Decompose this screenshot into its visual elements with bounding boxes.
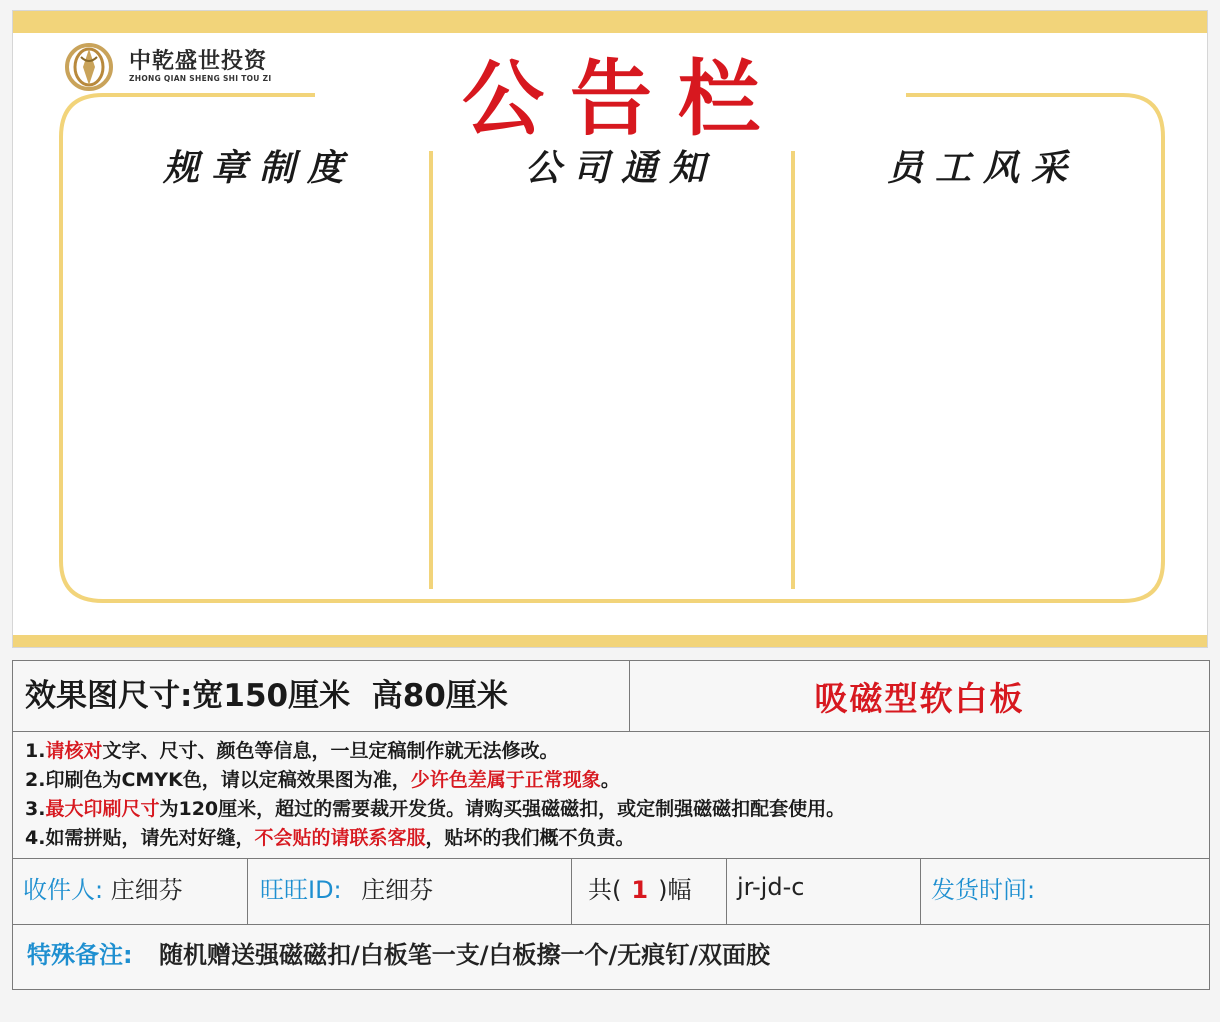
size-cell — [13, 661, 630, 731]
quantity-suffix: )幅 — [658, 876, 692, 904]
order-info-panel — [12, 660, 1210, 990]
product-code: jr-jd-c — [737, 873, 805, 901]
note-text: ，贴坏的我们概不负责。 — [425, 827, 635, 849]
recipient-value: 庄细芬 — [110, 876, 183, 904]
column-heading-staff: 员工风采 — [886, 147, 1079, 189]
board-title: 公告栏 — [461, 51, 786, 147]
shipping-row — [13, 858, 1209, 925]
ship-time-cell — [921, 859, 1209, 924]
remark-label: 特殊备注: — [27, 941, 133, 969]
logo-name-cn: 中乾盛世投资 — [129, 49, 268, 74]
notes-list — [25, 737, 1195, 853]
ship-time-label: 发货时间: — [931, 876, 1036, 904]
column-heading-rules: 规章制度 — [162, 147, 355, 189]
note-1 — [25, 737, 1195, 766]
column-heading-notices: 公司通知 — [524, 147, 717, 189]
note-text: 文字、尺寸、颜色等信息，一旦定稿制作就无法修改。 — [102, 740, 559, 762]
note-number: 1. — [25, 740, 46, 762]
code-cell — [727, 859, 921, 924]
recipient-label: 收件人: — [23, 876, 104, 904]
quantity-value: 1 — [631, 876, 649, 904]
remark-value: 随机赠送强磁磁扣/白板笔一支/白板擦一个/无痕钉/双面胶 — [158, 941, 771, 969]
product-name: 吸磁型软白板 — [814, 679, 1025, 718]
wangwang-cell — [248, 859, 572, 924]
note-text: 。 — [600, 769, 620, 791]
note-number: 2. — [25, 769, 46, 791]
wangwang-label: 旺旺ID: — [260, 876, 342, 904]
note-3 — [25, 795, 1195, 824]
note-highlight: 最大印刷尺寸 — [45, 798, 160, 820]
remark-row — [27, 923, 770, 987]
quantity-cell — [572, 859, 727, 924]
note-number: 3. — [25, 798, 46, 820]
quantity-prefix: 共( — [588, 876, 622, 904]
size-value: 宽150厘米 高80厘米 — [192, 678, 508, 714]
note-number: 4. — [25, 827, 46, 849]
note-text: 为120厘米，超过的需要裁开发货。请购买强磁磁扣，或定制强磁磁扣配套使用。 — [159, 798, 846, 820]
logo-name-en: ZHONG QIAN SHENG SHI TOU ZI — [129, 74, 272, 83]
note-text: 印刷色为CMYK色，请以定稿效果图为准， — [45, 769, 411, 791]
note-highlight: 少许色差属于正常现象 — [410, 769, 601, 791]
note-4 — [25, 824, 1195, 853]
note-text: 如需拼贴，请先对好缝， — [45, 827, 255, 849]
size-label: 效果图尺寸: — [25, 678, 193, 714]
note-highlight: 不会贴的请联系客服 — [254, 827, 426, 849]
note-2 — [25, 766, 1195, 795]
bulletin-board-preview — [12, 10, 1208, 648]
recipient-cell — [13, 859, 248, 924]
wangwang-value: 庄细芬 — [361, 876, 434, 904]
note-highlight: 请核对 — [45, 740, 103, 762]
size-row — [13, 661, 1209, 732]
